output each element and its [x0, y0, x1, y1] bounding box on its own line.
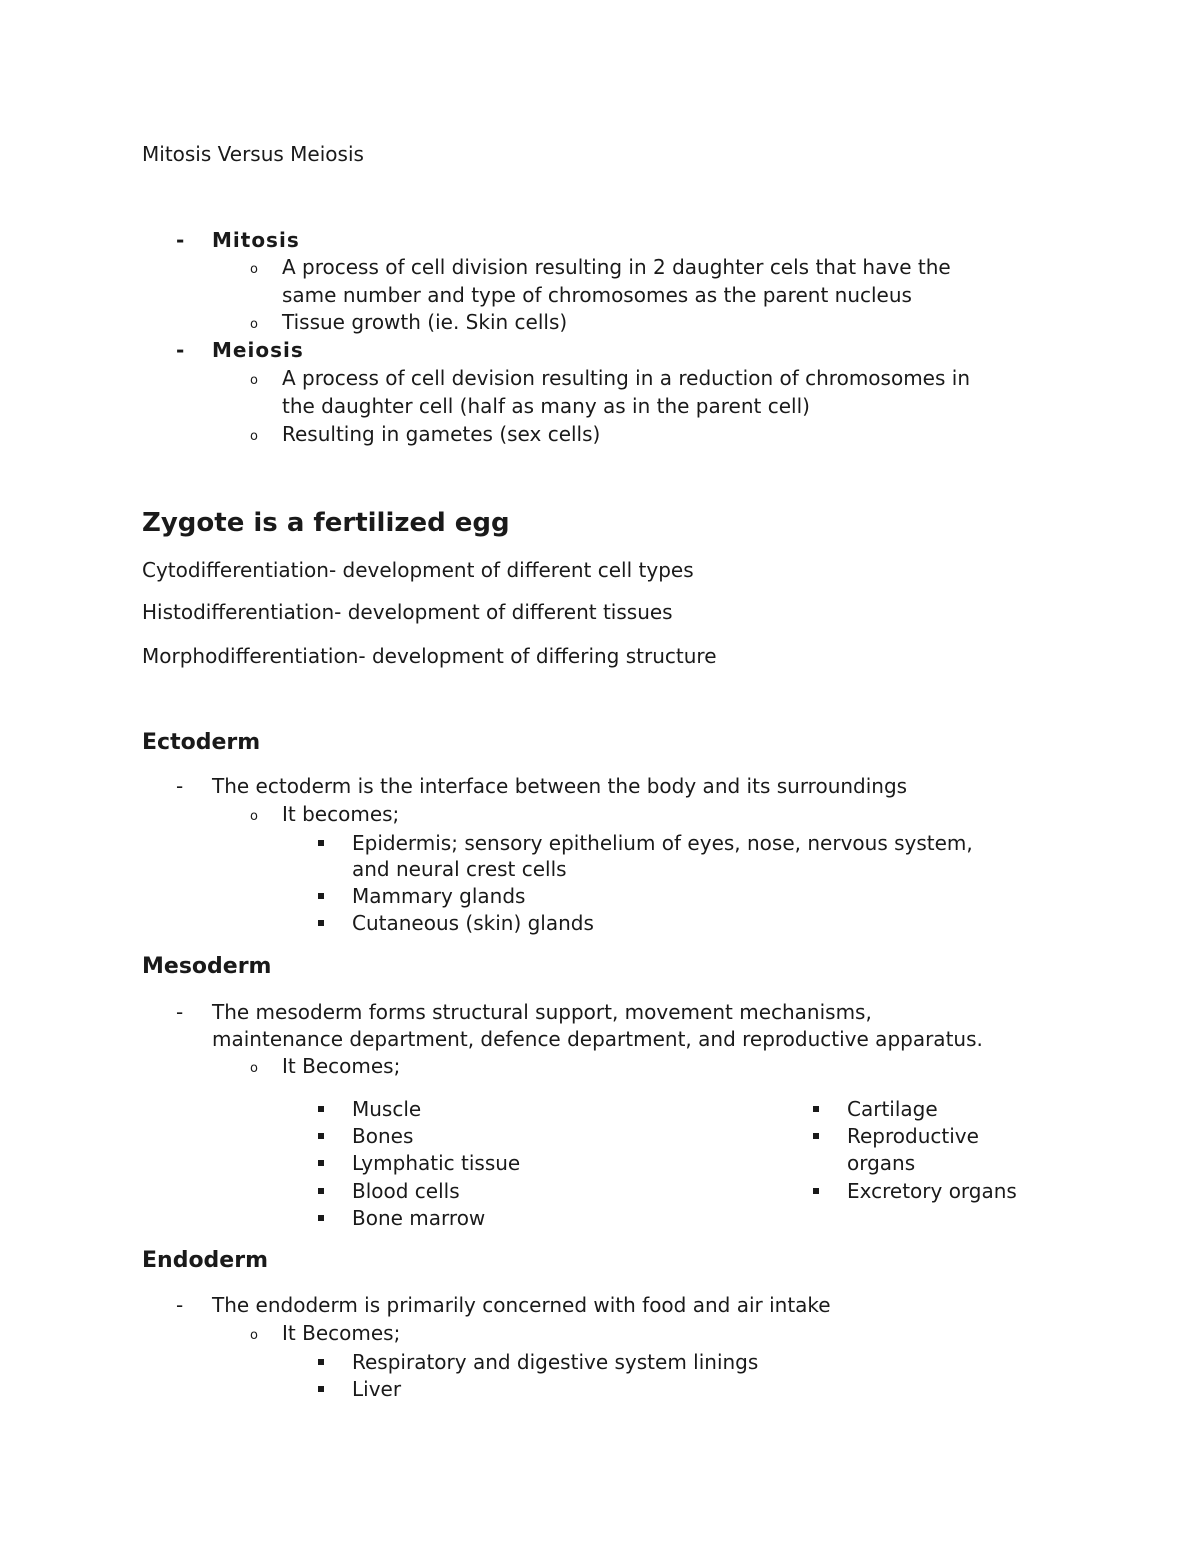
square-bullet-icon	[318, 1215, 324, 1221]
square-bullet-icon	[318, 1188, 324, 1194]
ectoderm-item: Epidermis; sensory epithelium of eyes, nose, nervous system,	[352, 831, 973, 855]
square-bullet-icon	[318, 1133, 324, 1139]
dash-bullet: -	[176, 338, 185, 362]
mesoderm-becomes: It Becomes;	[282, 1054, 401, 1078]
meiosis-item-1-line-1: A process of cell devision resulting in a reduction of chromosomes in	[282, 366, 970, 390]
endoderm-heading: Endoderm	[142, 1248, 268, 1273]
circle-bullet: o	[250, 429, 258, 444]
mitosis-label: Mitosis	[212, 228, 300, 252]
mesoderm-item: Reproductive	[847, 1124, 979, 1148]
mesoderm-heading: Mesoderm	[142, 954, 272, 979]
dash-bullet: -	[176, 1293, 184, 1317]
ectoderm-heading: Ectoderm	[142, 730, 261, 755]
endoderm-description: The endoderm is primarily concerned with food and air intake	[212, 1293, 831, 1317]
mesoderm-item-continued: organs	[847, 1151, 916, 1175]
ectoderm-description: The ectoderm is the interface between the body and its surroundings	[212, 774, 908, 798]
ectoderm-item: Mammary glands	[352, 884, 526, 908]
square-bullet-icon	[318, 1160, 324, 1166]
mesoderm-item: Bone marrow	[352, 1206, 486, 1230]
square-bullet-icon	[813, 1188, 819, 1194]
circle-bullet: o	[250, 1061, 258, 1076]
circle-bullet: o	[250, 317, 258, 332]
mesoderm-description-line-1: The mesoderm forms structural support, movement mechanisms,	[212, 1000, 872, 1024]
cytodifferentiation-text: Cytodifferentiation- development of different cell types	[142, 558, 694, 582]
endoderm-item: Respiratory and digestive system linings	[352, 1350, 759, 1374]
mesoderm-item: Muscle	[352, 1097, 422, 1121]
mesoderm-item: Lymphatic tissue	[352, 1151, 521, 1175]
meiosis-label: Meiosis	[212, 338, 304, 362]
meiosis-item-2: Resulting in gametes (sex cells)	[282, 422, 601, 446]
mitosis-item-2: Tissue growth (ie. Skin cells)	[282, 310, 568, 334]
circle-bullet: o	[250, 1328, 258, 1343]
ectoderm-item: Cutaneous (skin) glands	[352, 911, 594, 935]
mesoderm-description-line-2: maintenance department, defence department, and reproductive apparatus.	[212, 1027, 983, 1051]
square-bullet-icon	[318, 920, 324, 926]
circle-bullet: o	[250, 373, 258, 388]
square-bullet-icon	[813, 1133, 819, 1139]
circle-bullet: o	[250, 262, 258, 277]
ectoderm-item-continued: and neural crest cells	[352, 857, 567, 881]
square-bullet-icon	[318, 840, 324, 846]
square-bullet-icon	[318, 1106, 324, 1112]
dash-bullet: -	[176, 228, 185, 252]
morphodifferentiation-text: Morphodifferentiation- development of differing structure	[142, 644, 717, 668]
square-bullet-icon	[318, 893, 324, 899]
page-title: Mitosis Versus Meiosis	[142, 142, 364, 166]
endoderm-becomes: It Becomes;	[282, 1321, 401, 1345]
mitosis-item-1-line-2: same number and type of chromosomes as the parent nucleus	[282, 283, 912, 307]
endoderm-item: Liver	[352, 1377, 402, 1401]
zygote-heading: Zygote is a fertilized egg	[142, 508, 510, 538]
ectoderm-becomes: It becomes;	[282, 802, 400, 826]
meiosis-item-1-line-2: the daughter cell (half as many as in the parent cell)	[282, 394, 810, 418]
mesoderm-item: Bones	[352, 1124, 414, 1148]
square-bullet-icon	[318, 1359, 324, 1365]
square-bullet-icon	[318, 1386, 324, 1392]
dash-bullet: -	[176, 774, 184, 798]
mesoderm-item: Blood cells	[352, 1179, 460, 1203]
mitosis-item-1-line-1: A process of cell division resulting in 2 daughter cels that have the	[282, 255, 951, 279]
histodifferentiation-text: Histodifferentiation- development of different tissues	[142, 600, 673, 624]
circle-bullet: o	[250, 809, 258, 824]
mesoderm-item: Cartilage	[847, 1097, 938, 1121]
mesoderm-item: Excretory organs	[847, 1179, 1017, 1203]
dash-bullet: -	[176, 1000, 184, 1024]
square-bullet-icon	[813, 1106, 819, 1112]
